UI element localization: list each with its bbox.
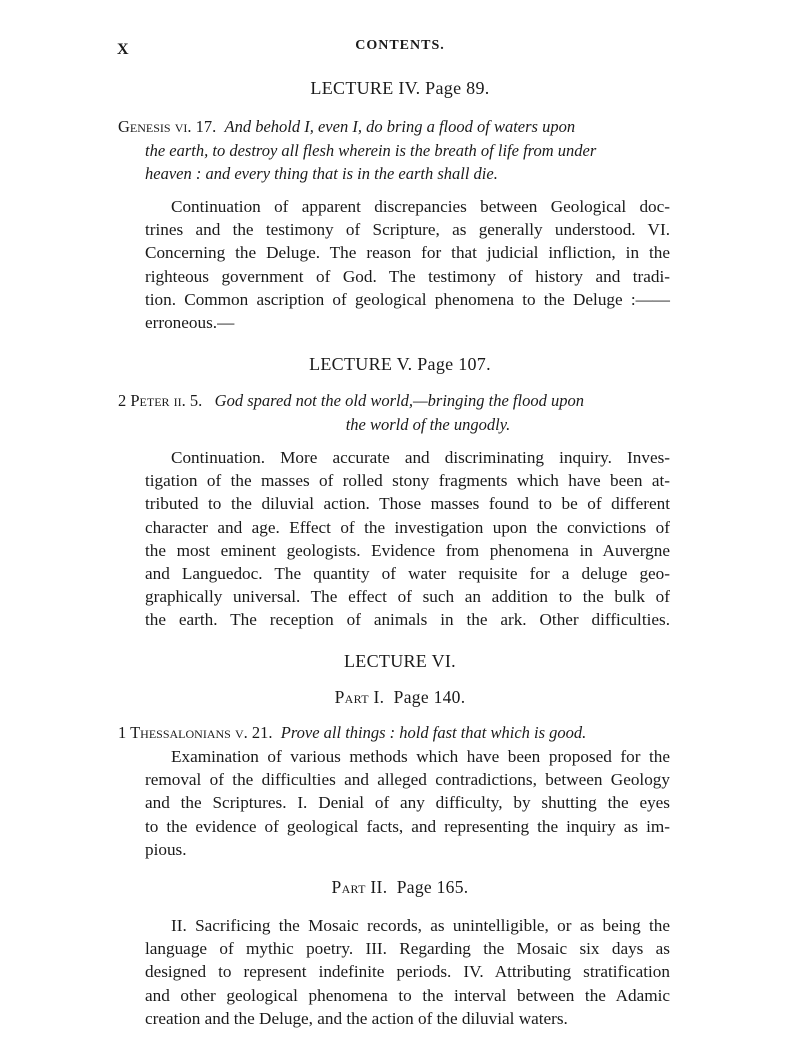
lecture-6-part-2-summary-line: creation and the Deluge, and the action of the diluvial waters. [145,1008,568,1028]
lecture-5-epigraph-line-2: the world of the ungodly. [345,414,511,434]
lecture-6-part-1-summary-line: Examination of various methods which have been proposed for the [171,747,670,766]
lecture-5-epigraph-ref: 2 Peter ii. 5. [118,391,203,410]
running-title: CONTENTS. [355,38,445,53]
lecture-5-epigraph [118,389,678,436]
lecture-6-part-2-summary-line: language of mythic poetry. III. Regarding the Mosaic six days as [145,939,670,959]
lecture-5-summary-line: tigation of the masses of rolled stony fragments which have been at- [145,471,670,491]
lecture-5-summary-line: the earth. The reception of animals in the ark. Other difficulties. [145,610,670,630]
lecture-5-summary-line: the most eminent geologists. Evidence from phenomena in Auvergne [145,540,670,560]
lecture-6-part-1-summary-line: removal of the difficulties and alleged contradictions, between Geology [145,770,670,790]
lecture-6-part-2-heading: Part II. Page 165. [331,877,469,897]
lecture-5-summary-line: Continuation. More accurate and discriminating inquiry. Inves- [171,448,670,467]
lecture-5-summary-line: tributed to the diluvial action. Those masses found to be of different [145,494,670,514]
lecture-4-epigraph [118,115,678,186]
lecture-4-epigraph-line-3: heaven : and every thing that is in the earth shall die. [145,164,498,183]
lecture-6-part-1-epigraph-ref: 1 Thessalonians v. 21. [118,723,273,742]
lecture-6-heading: LECTURE VI. [344,651,456,671]
lecture-6-part-1-summary-line: and the Scriptures. I. Denial of any difficulty, by shutting the eyes [145,793,670,813]
lecture-6-part-2-summary-line: II. Sacrificing the Mosaic records, as unintelligible, or as being the [171,916,670,935]
lecture-4-summary-line: erroneous.— [145,313,235,333]
lecture-6-part-2-summary-line: and other geological phenomena to the interval between the Adamic [145,985,670,1005]
lecture-6-part-1-summary [145,745,670,861]
lecture-4-summary-line: righteous government of God. The testimony of history and tradi- [145,266,670,286]
lecture-4-summary-line: trines and the testimony of Scripture, as generally understood. VI. [145,220,670,240]
lecture-6-part-1-epigraph-line: 1 Thessalonians v. 21. Prove all things : hold fast that which is good. [118,723,587,742]
lecture-5-summary-line: character and age. Effect of the investigation upon the convictions of [145,517,670,537]
lecture-4-epigraph-line-2: the earth, to destroy all flesh wherein is the breath of life from under [145,140,597,160]
lecture-6-part-1-epigraph [118,721,678,745]
lecture-4-epigraph-ref: Genesis vi. 17. [118,117,217,136]
lecture-6-part-2-summary [145,914,670,1030]
lecture-6-part-2-summary-line: designed to represent indefinite periods. IV. Attributing stratification [145,962,670,982]
lecture-4-summary [145,195,670,334]
lecture-4-summary-line: Concerning the Deluge. The reason for that judicial infliction, in the [145,243,670,263]
lecture-5-epigraph-line-1: 2 Peter ii. 5. God spared not the old world,—bringing the flood upon [118,391,584,410]
lecture-4-epigraph-line-1: Genesis vi. 17. And behold I, even I, do bring a flood of waters upon [118,117,576,136]
lecture-5-heading: LECTURE V. Page 107. [309,354,491,374]
lecture-4-summary-line: Continuation of apparent discrepancies between Geological doc- [171,197,670,216]
page-number: x [117,34,129,59]
lecture-5-summary [145,446,670,632]
lecture-6-part-1-summary-line: to the evidence of geological facts, and representing the inquiry as im- [145,816,670,836]
lecture-4-heading: LECTURE IV. Page 89. [310,78,490,98]
lecture-6-part-1-summary-line: pious. [145,839,187,859]
lecture-5-summary-line: graphically universal. The effect of such an addition to the bulk of [145,587,670,607]
lecture-6-part-1-heading: Part I. Page 140. [334,687,466,707]
lecture-5-summary-line: and Languedoc. The quantity of water requisite for a deluge geo- [145,564,670,584]
lecture-4-summary-line: tion. Common ascription of geological phenomena to the Deluge :—— [145,289,670,309]
